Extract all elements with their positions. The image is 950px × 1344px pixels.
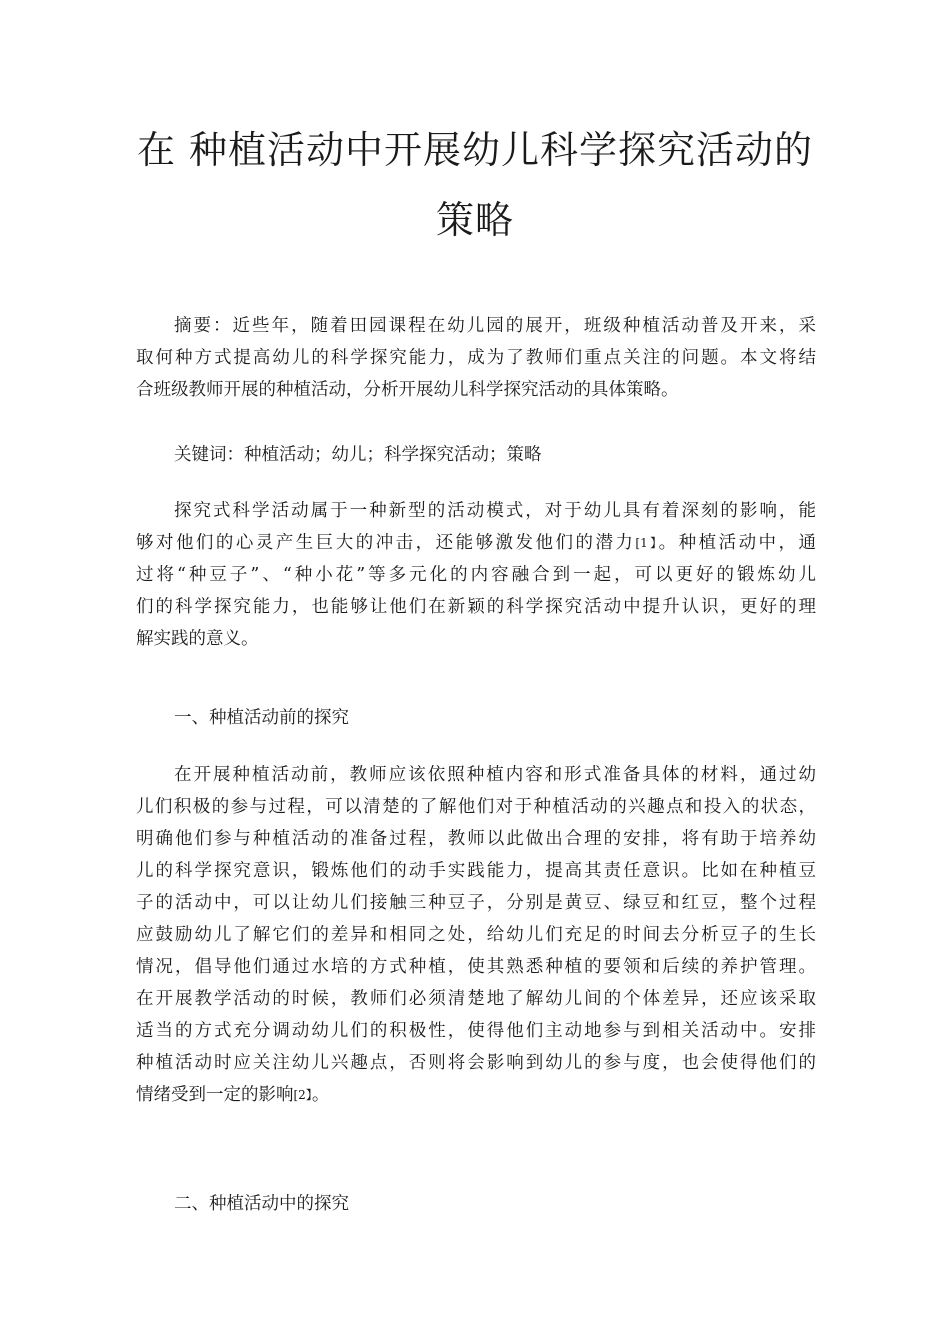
section1-line: 种植活动时应关注幼儿兴趣点，否则将会影响到幼儿的参与度，也会使得他们的 — [136, 1053, 816, 1073]
abstract-line: 合班级教师开展的种植活动，分析开展幼儿科学探究活动的具体策略。 — [136, 380, 679, 400]
intro-line: 探究式科学活动属于一种新型的活动模式，对于幼儿具有着深刻的影响，能 — [174, 501, 816, 521]
section1-line: 子的活动中，可以让幼儿们接触三种豆子，分别是黄豆、绿豆和红豆，整个过程 — [136, 893, 816, 913]
section1-line: 应鼓励幼儿了解它们的差异和相同之处，给幼儿们充足的时间去分析豆子的生长 — [136, 925, 816, 945]
section1-line-tail: 。 — [311, 1085, 330, 1105]
section1-line — [136, 1079, 816, 1111]
section1-line: 在开展种植活动前，教师应该依照种植内容和形式准备具体的材料，通过幼 — [174, 765, 816, 785]
section1-line: 适当的方式充分调动幼儿们的积极性，使得他们主动地参与到相关活动中。安排 — [136, 1021, 816, 1041]
section1-line: 情况，倡导他们通过水培的方式种植，使其熟悉种植的要领和后续的养护管理。 — [136, 957, 816, 977]
section-heading-2: 二、种植活动中的探究 — [174, 1194, 349, 1214]
intro-line — [136, 527, 816, 559]
intro-line: 们的科学探究能力，也能够让他们在新颖的科学探究活动中提升认识，更好的理 — [136, 597, 816, 617]
abstract-line: 取何种方式提高幼儿的科学探究能力，成为了教师们重点关注的问题。本文将结 — [136, 348, 816, 368]
citation-marker: [1】 — [635, 536, 659, 550]
document-title-line-2: 策略 — [435, 198, 514, 242]
section1-line-text: 情绪受到一定的影响 — [136, 1085, 294, 1105]
section1-line: 明确他们参与种植活动的准备过程，教师以此做出合理的安排，将有助于培养幼 — [136, 829, 816, 849]
section1-line: 在开展教学活动的时候，教师们必须清楚地了解幼儿间的个体差异，还应该采取 — [136, 989, 816, 1009]
abstract-paragraph — [136, 310, 816, 406]
citation-marker: [2】 — [293, 1088, 312, 1102]
intro-line: 过将“种豆子”、“种小花”等多元化的内容融合到一起，可以更好的锻炼幼儿 — [136, 565, 816, 585]
section1-line: 儿们积极的参与过程，可以清楚的了解他们对于种植活动的兴趣点和投入的状态， — [136, 797, 816, 817]
section-heading-1: 一、种植活动前的探究 — [174, 708, 349, 728]
document-title-line-1: 在 种植活动中开展幼儿科学探究活动的 — [136, 128, 814, 172]
intro-line: 解实践的意义。 — [136, 629, 259, 649]
keywords-line: 关键词：种植活动；幼儿；科学探究活动；策略 — [174, 445, 542, 465]
intro-line-text: 够对他们的心灵产生巨大的冲击，还能够激发他们的潜力 — [136, 533, 636, 553]
abstract-line: 摘要：近些年，随着田园课程在幼儿园的展开，班级种植活动普及开来，采 — [174, 316, 816, 336]
intro-paragraph — [136, 495, 816, 655]
section1-line: 儿的科学探究意识，锻炼他们的动手实践能力，提高其责任意识。比如在种植豆 — [136, 861, 816, 881]
section1-paragraph — [136, 759, 816, 1111]
intro-line-tail: 。种植活动中，通 — [658, 533, 817, 553]
